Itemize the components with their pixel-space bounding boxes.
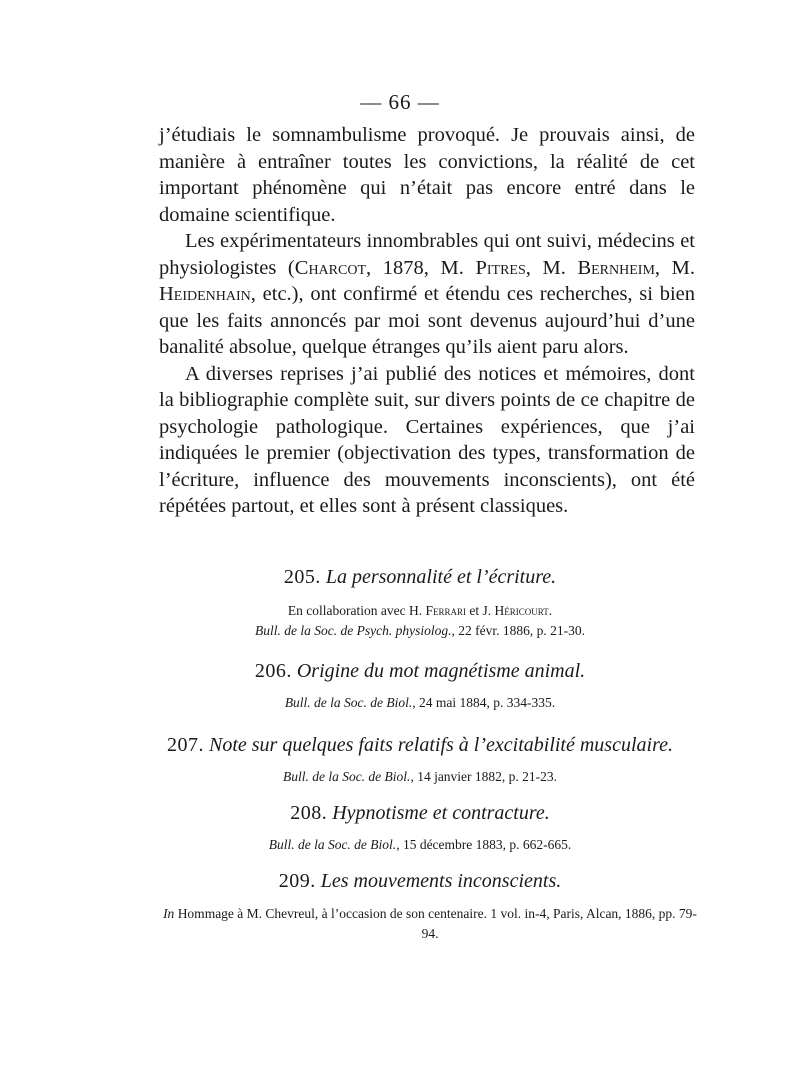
bibliography-entry	[100, 660, 740, 713]
paragraph-2: Les expérimentateurs innombrables qui ont suivi, médecins et physiologistes (Charcot, 1878, M. Pitres, M. Bernheim, M. Heidenhain, etc.), ont confirmé et étendu ces recherches, si bien que les faits annoncés par moi sont devenus aujourd’hui d’une banalité absolue, quelque étranges qu’ils aient paru alors.	[159, 230, 695, 358]
entry-heading	[100, 802, 740, 825]
entry-title: Origine du mot magnétisme animal.	[296, 660, 586, 682]
bibliography-entry	[100, 870, 740, 893]
paragraph-1: j’étudiais le somnambulisme provoqué. Je prouvais ainsi, de manière à entraîner toutes les convictions, la réalité de cet important phénomène qui n’était pas encore entré dans le domaine scientifique.	[159, 124, 695, 226]
entry-number: 207.	[166, 734, 204, 756]
entry-citation: In Hommage à M. Chevreul, à l’occasion de son centenaire. 1 vol. in-4, Paris, Alcan, 1886, pp. 79-94.	[163, 906, 697, 941]
entry-title: La personnalité et l’écriture.	[325, 566, 557, 588]
bibliography-entry	[100, 734, 740, 787]
author-name: Pitres	[475, 256, 526, 279]
entry-heading	[100, 660, 740, 683]
entry-heading	[100, 734, 740, 757]
entry-citation: Bull. de la Soc. de Biol., 14 janvier 1882, p. 21-23.	[282, 769, 558, 784]
bibliography-entry	[100, 566, 740, 641]
entry-number: 209.	[278, 870, 316, 892]
page-number: — 66 —	[360, 90, 440, 114]
author-name: Bernheim	[577, 256, 655, 279]
author-name: Heidenhain	[159, 283, 251, 305]
entry-number: 208.	[290, 802, 328, 824]
entry-title: Les mouvements inconscients.	[320, 870, 562, 892]
entry-heading	[100, 566, 740, 589]
entry-citation: Bull. de la Soc. de Psych. physiolog., 22 févr. 1886, p. 21-30.	[255, 623, 585, 638]
entry-number: 205.	[283, 566, 321, 588]
author-name: Charcot	[294, 256, 366, 279]
paragraph-3: A diverses reprises j’ai publié des notices et mémoires, dont la bibliographie complète suit, sur divers points de ce chapitre de psychologie pathologique. Certaines expériences, que j’ai indiquées le premier (objectivation des types, transformation de l’écriture, influence des mouvements inconscients), ont été répétées partout, et elles sont à présent classiques.	[159, 362, 695, 517]
entry-title: Hypnotisme et contracture.	[332, 802, 550, 824]
entry-title: Note sur quelques faits relatifs à l’excitabilité musculaire.	[208, 734, 673, 756]
entry-citation: Bull. de la Soc. de Biol., 15 décembre 1883, p. 662-665.	[268, 837, 572, 852]
entry-heading	[100, 870, 740, 893]
body-text	[159, 122, 695, 520]
entry-citation: Bull. de la Soc. de Biol., 24 mai 1884, p. 334-335.	[284, 695, 556, 710]
bibliography-entry	[100, 802, 740, 855]
entry-number: 206.	[254, 660, 292, 682]
entry-collaboration: En collaboration avec H. Ferrari et J. Héricourt.	[287, 603, 553, 618]
